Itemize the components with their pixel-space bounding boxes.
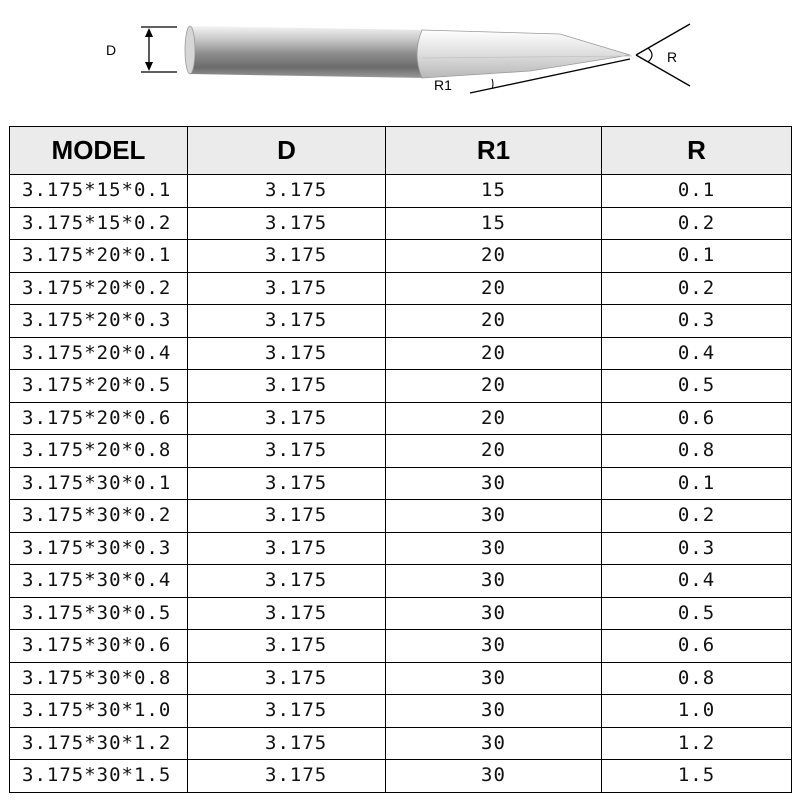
cell-d: 3.175 [188,370,386,403]
cell-r1: 30 [386,695,602,728]
cell-d: 3.175 [188,207,386,240]
cell-d: 3.175 [188,532,386,565]
cell-d: 3.175 [188,402,386,435]
table-row [10,370,792,403]
cell-model: 3.175*30*1.5 [10,760,188,793]
table-row [10,630,792,663]
diameter-dimension [106,27,177,72]
specification-table [9,126,792,793]
cell-model: 3.175*30*0.8 [10,662,188,695]
cell-d: 3.175 [188,467,386,500]
cell-model: 3.175*30*0.1 [10,467,188,500]
cell-r: 0.8 [602,662,792,695]
cell-r1: 30 [386,532,602,565]
cell-r: 1.2 [602,727,792,760]
table-row [10,695,792,728]
cell-model: 3.175*30*1.2 [10,727,188,760]
cell-r: 0.6 [602,402,792,435]
header-r1: R1 [386,127,602,175]
cell-r: 0.4 [602,337,792,370]
cell-d: 3.175 [188,175,386,208]
cell-r1: 20 [386,402,602,435]
cell-model: 3.175*20*0.3 [10,305,188,338]
cell-model: 3.175*30*0.2 [10,500,188,533]
cell-model: 3.175*30*0.4 [10,565,188,598]
cell-r1: 15 [386,175,602,208]
cell-r1: 30 [386,597,602,630]
cell-model: 3.175*30*0.3 [10,532,188,565]
table-body [10,175,792,793]
engraving-bit-diagram [0,0,800,110]
table-row [10,207,792,240]
cell-r1: 30 [386,630,602,663]
cell-d: 3.175 [188,662,386,695]
table-row [10,272,792,305]
cell-d: 3.175 [188,727,386,760]
table-row [10,500,792,533]
table-row [10,402,792,435]
table-row [10,175,792,208]
cell-model: 3.175*20*0.1 [10,240,188,273]
cell-d: 3.175 [188,630,386,663]
cell-r: 1.5 [602,760,792,793]
cell-d: 3.175 [188,695,386,728]
cell-r1: 30 [386,467,602,500]
cell-r1: 30 [386,760,602,793]
cell-model: 3.175*30*0.6 [10,630,188,663]
cell-r1: 30 [386,565,602,598]
cell-r: 0.1 [602,175,792,208]
cell-r1: 30 [386,727,602,760]
table-row [10,565,792,598]
cell-r1: 20 [386,240,602,273]
cell-model: 3.175*20*0.2 [10,272,188,305]
table-row [10,662,792,695]
cell-model: 3.175*30*0.5 [10,597,188,630]
cell-r: 0.2 [602,207,792,240]
cell-d: 3.175 [188,500,386,533]
table-row [10,727,792,760]
table-row [10,760,792,793]
table-row [10,435,792,468]
bit-tip [417,30,632,78]
cell-model: 3.175*20*0.4 [10,337,188,370]
cell-model: 3.175*15*0.1 [10,175,188,208]
cell-model: 3.175*20*0.5 [10,370,188,403]
cell-r: 0.2 [602,500,792,533]
table-row [10,597,792,630]
cell-r: 0.5 [602,370,792,403]
cell-r: 0.2 [602,272,792,305]
cell-r: 0.3 [602,532,792,565]
label-r1: R1 [434,77,452,93]
cell-r: 0.6 [602,630,792,663]
cell-r: 0.8 [602,435,792,468]
cell-model: 3.175*20*0.8 [10,435,188,468]
cell-d: 3.175 [188,240,386,273]
cell-d: 3.175 [188,597,386,630]
cell-d: 3.175 [188,305,386,338]
cell-r1: 30 [386,500,602,533]
table-row [10,337,792,370]
cell-model: 3.175*20*0.6 [10,402,188,435]
cell-r1: 30 [386,662,602,695]
cell-d: 3.175 [188,565,386,598]
cell-r1: 20 [386,337,602,370]
cell-d: 3.175 [188,337,386,370]
cell-r1: 20 [386,305,602,338]
cell-d: 3.175 [188,272,386,305]
cell-r: 0.4 [602,565,792,598]
cell-model: 3.175*30*1.0 [10,695,188,728]
table-row [10,240,792,273]
table-row [10,467,792,500]
cell-d: 3.175 [188,760,386,793]
header-model: MODEL [10,127,188,175]
cell-r: 0.3 [602,305,792,338]
cell-r1: 15 [386,207,602,240]
cell-r: 0.5 [602,597,792,630]
cell-model: 3.175*15*0.2 [10,207,188,240]
label-d: D [106,42,117,58]
table-header-row [10,127,792,175]
table-row [10,305,792,338]
table-row [10,532,792,565]
cell-r1: 20 [386,370,602,403]
header-d: D [188,127,386,175]
cell-r1: 20 [386,272,602,305]
cell-r: 1.0 [602,695,792,728]
bit-shank [185,26,428,78]
header-r: R [602,127,792,175]
cell-r1: 20 [386,435,602,468]
cell-r: 0.1 [602,240,792,273]
label-r: R [667,49,678,65]
cell-d: 3.175 [188,435,386,468]
angle-r-dimension [636,24,690,86]
cell-r: 0.1 [602,467,792,500]
